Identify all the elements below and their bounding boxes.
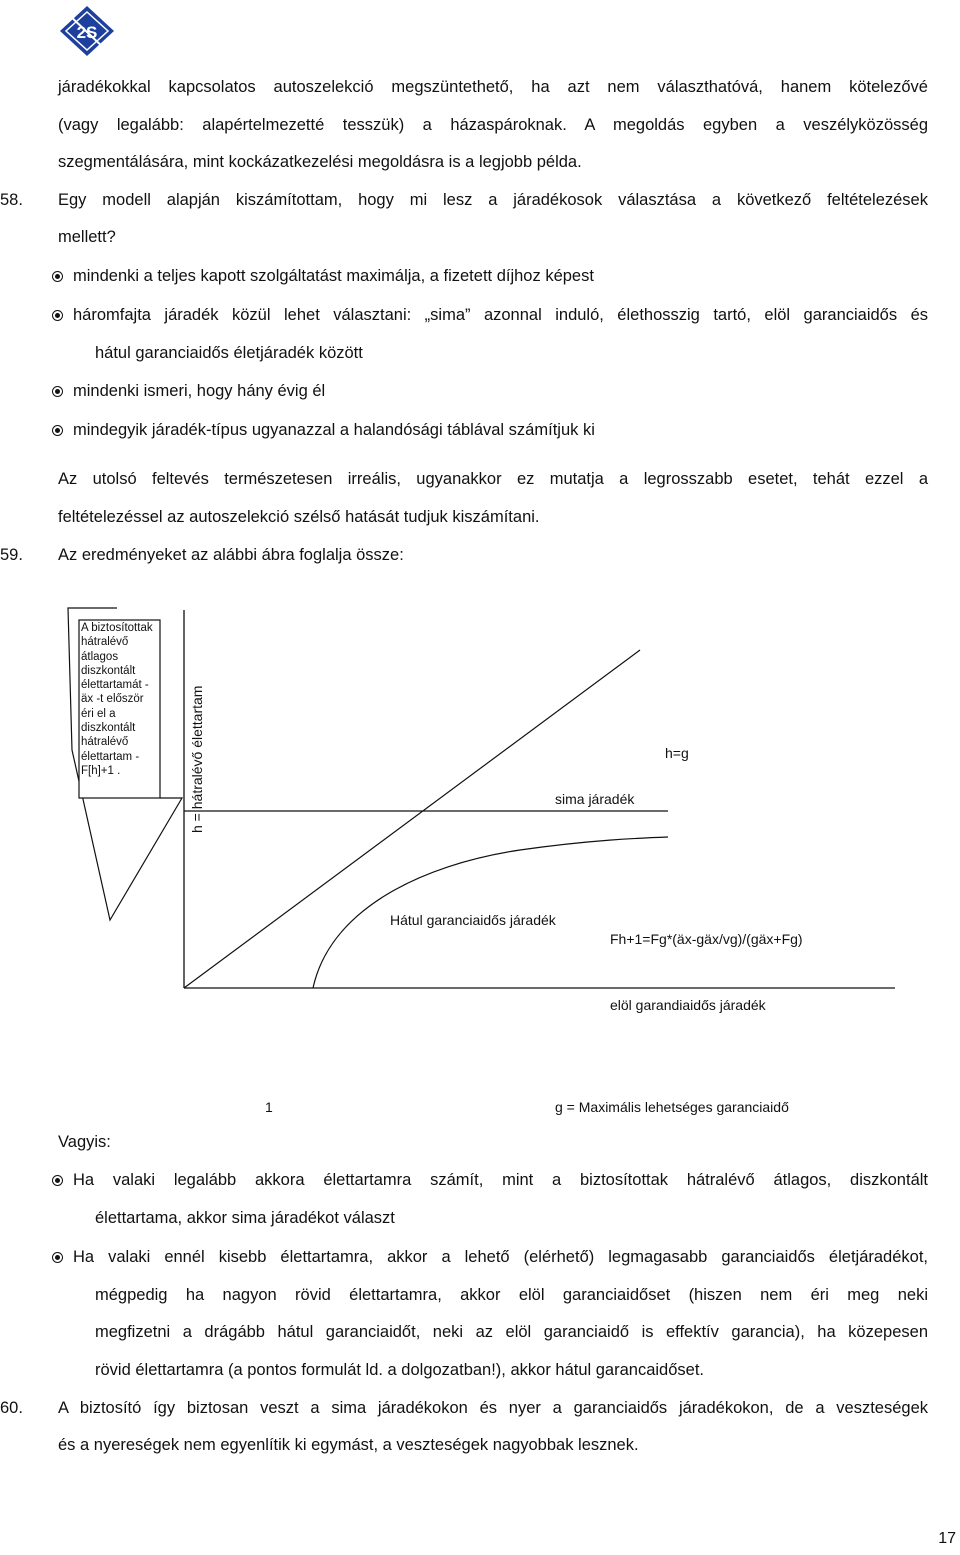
bullet-icon xyxy=(52,1175,63,1186)
x-tick-g: g = Maximális lehetséges garanciaidő xyxy=(555,1099,789,1115)
label-hatul: Hátul garanciaidős járadék xyxy=(390,912,556,928)
bullet-icon xyxy=(52,1252,63,1263)
callout-line: élettartamát - xyxy=(81,679,149,692)
intro-line-3: szegmentálására, mint kockázatkezelési megoldásra is a legjobb példa. xyxy=(58,153,582,171)
y-axis-label: h = hátralévő élettartam xyxy=(189,685,205,833)
item-58-line-2: mellett? xyxy=(58,228,116,246)
label-formula: Fh+1=Fg*(äx-gäx/vg)/(gäx+Fg) xyxy=(610,931,803,947)
callout-line: F[h]+1 . xyxy=(81,764,121,777)
item-59-number: 59. xyxy=(0,546,23,564)
item-60-line-2: és a nyereségek nem egyenlítik ki egymást, a veszteségek nagyobbak lesznek. xyxy=(58,1436,639,1454)
x-tick-1: 1 xyxy=(265,1099,273,1115)
callout-line: átlagos xyxy=(81,650,119,663)
bullet-icon xyxy=(52,425,63,436)
callout-line: hátralévő xyxy=(81,636,129,649)
item-60-number: 60. xyxy=(0,1399,23,1417)
logo-icon xyxy=(58,4,116,58)
label-sima: sima járadék xyxy=(555,791,635,807)
bullet-icon xyxy=(52,386,63,397)
assumption-3: mindenki ismeri, hogy hány évig él xyxy=(73,382,326,400)
bullet-icon xyxy=(52,271,63,282)
item-60-line-1: A biztosító így biztosan veszt a sima járadékokon és nyer a garanciaidős járadékokon, de a veszteségek xyxy=(58,1399,928,1417)
conclusion-2-line-3: megfizetni a drágább hátul garanciaidőt, neki az elöl garanciaidő is effektív garancia), ha közepesen xyxy=(95,1323,928,1341)
intro-line-1: járadékokkal kapcsolatos autoszelekció megszüntethető, ha azt nem választhatóvá, hanem kötelezővé xyxy=(58,78,928,96)
conclusion-1-line-1: Ha valaki legalább akkora élettartamra számít, mint a biztosítottak hátralévő átlagos, diszkontált xyxy=(73,1171,928,1189)
intro-line-2: (vagy legalább: alapértelmezetté tesszük) a házaspároknak. A megoldás egyben a veszélyközösség xyxy=(58,116,928,134)
label-elol: elöl garandiaidős járadék xyxy=(610,997,766,1013)
item-59-text: Az eredményeket az alábbi ábra foglalja össze: xyxy=(58,546,404,564)
item-58-number: 58. xyxy=(0,191,23,209)
assumption-2-continued: hátul garanciaidős életjáradék között xyxy=(95,344,363,362)
conclusion-2-line-2: mégpedig ha nagyon rövid élettartamra, akkor elöl garanciaidőset (hiszen nem éri meg neki xyxy=(95,1286,928,1304)
callout-line: A biztosítottak xyxy=(81,622,153,634)
assumption-1: mindenki a teljes kapott szolgáltatást maximálja, a fizetett díjhoz képest xyxy=(73,267,594,285)
callout-line: diszkontált xyxy=(81,722,136,735)
label-h-equals-g: h=g xyxy=(665,745,689,761)
item-58-line-1: Egy modell alapján kiszámítottam, hogy mi lesz a járadékosok választása a következő feltételezések xyxy=(58,191,928,209)
conclusion-2-line-4: rövid élettartamra (a pontos formulát ld. a dolgozatban!), akkor hátul garancaidőset. xyxy=(95,1361,705,1379)
vagyis-heading: Vagyis: xyxy=(58,1133,111,1151)
h-equals-g-line xyxy=(184,650,640,988)
logo-text: 2S xyxy=(76,23,98,42)
callout-line: hátralévő xyxy=(81,736,129,749)
assumption-4: mindegyik járadék-típus ugyanazzal a halandósági táblával számítjuk ki xyxy=(73,421,595,439)
conclusion-2-line-1: Ha valaki ennél kisebb élettartamra, akkor a lehető (elérhető) legmagasabb garanciaidős életjáradékot, xyxy=(73,1248,928,1266)
callout-line: äx -t először xyxy=(81,693,144,706)
bullet-icon xyxy=(52,310,63,321)
last-assumption-line-2: feltételezéssel az autoszelekció szélső hatását tudjuk kiszámítani. xyxy=(58,508,540,526)
annuity-choice-diagram xyxy=(0,590,960,1130)
page-number: 17 xyxy=(938,1530,956,1547)
assumption-2: háromfajta járadék közül lehet választani: „sima” azonnal induló, élethosszig tartó, elöl garanciaidős és xyxy=(73,306,928,324)
callout-line: diszkontált xyxy=(81,664,136,677)
callout-line: éri el a xyxy=(81,707,116,720)
callout-line: élettartam - xyxy=(81,750,140,763)
conclusion-1-line-2: élettartama, akkor sima járadékot választ xyxy=(95,1209,395,1227)
last-assumption-line-1: Az utolsó feltevés természetesen irreális, ugyanakkor ez mutatja a legrosszabb esetet, tehát ezzel a xyxy=(58,470,928,488)
